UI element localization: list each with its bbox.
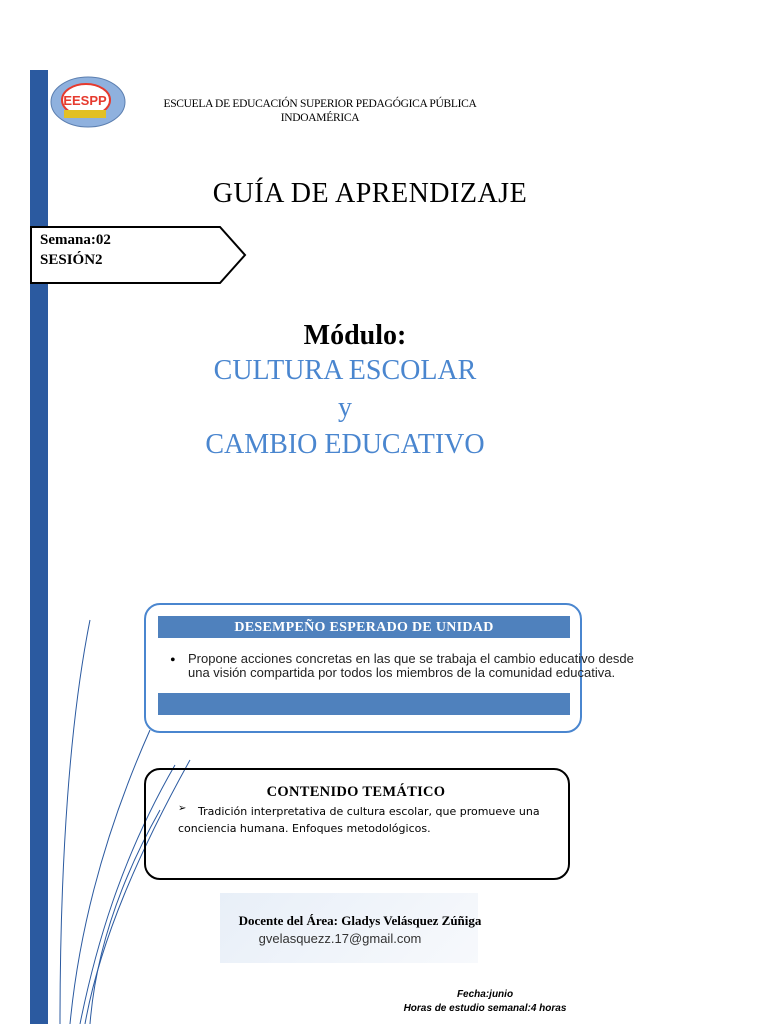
contenido-heading: CONTENIDO TEMÁTICO [266, 784, 446, 800]
teacher-email[interactable]: gvelasquezz.17@gmail.com [258, 931, 422, 946]
desempeno-footer-bar [158, 693, 570, 715]
school-logo [50, 76, 126, 128]
bullet-icon: • [170, 652, 176, 669]
contenido-line1: Tradición interpretativa de cultura escolar, que promueve una [198, 805, 540, 818]
module-name [160, 352, 530, 463]
school-name [150, 97, 490, 125]
desempeno-text: Propone acciones concretas en las que se trabaja el cambio educativo desde una visión compartida por todos los miembros de la comunidad educativa. [188, 652, 634, 680]
week-label: Semana:02 [40, 232, 111, 248]
module-line1: CULTURA ESCOLAR [213, 355, 477, 386]
page-title: GUÍA DE APRENDIZAJE [212, 178, 528, 209]
desempeno-heading: DESEMPEÑO ESPERADO DE UNIDAD [158, 616, 570, 638]
module-line3: CAMBIO EDUCATIVO [205, 429, 485, 460]
arrow-bullet-icon: ➢ [178, 803, 187, 814]
footer-info [380, 988, 590, 1016]
contenido-line2: conciencia humana. Enfoques metodológicos. [178, 822, 431, 835]
module-label: Módulo: [303, 320, 407, 351]
teacher-name: Docente del Área: Gladys Velásquez Zúñiga [238, 913, 482, 928]
session-label: SESIÓN2 [40, 252, 103, 268]
school-line2: INDOAMÉRICA [280, 112, 360, 124]
module-line2: y [338, 392, 352, 423]
horas-label: Horas de estudio semanal:4 horas [403, 1003, 567, 1014]
fecha-label: Fecha:junio [456, 989, 514, 1000]
session-tag [40, 230, 111, 270]
school-line1: ESCUELA DE EDUCACIÓN SUPERIOR PEDAGÓGICA PÚBLICA [163, 98, 477, 110]
logo-text: EESPP [63, 93, 107, 108]
